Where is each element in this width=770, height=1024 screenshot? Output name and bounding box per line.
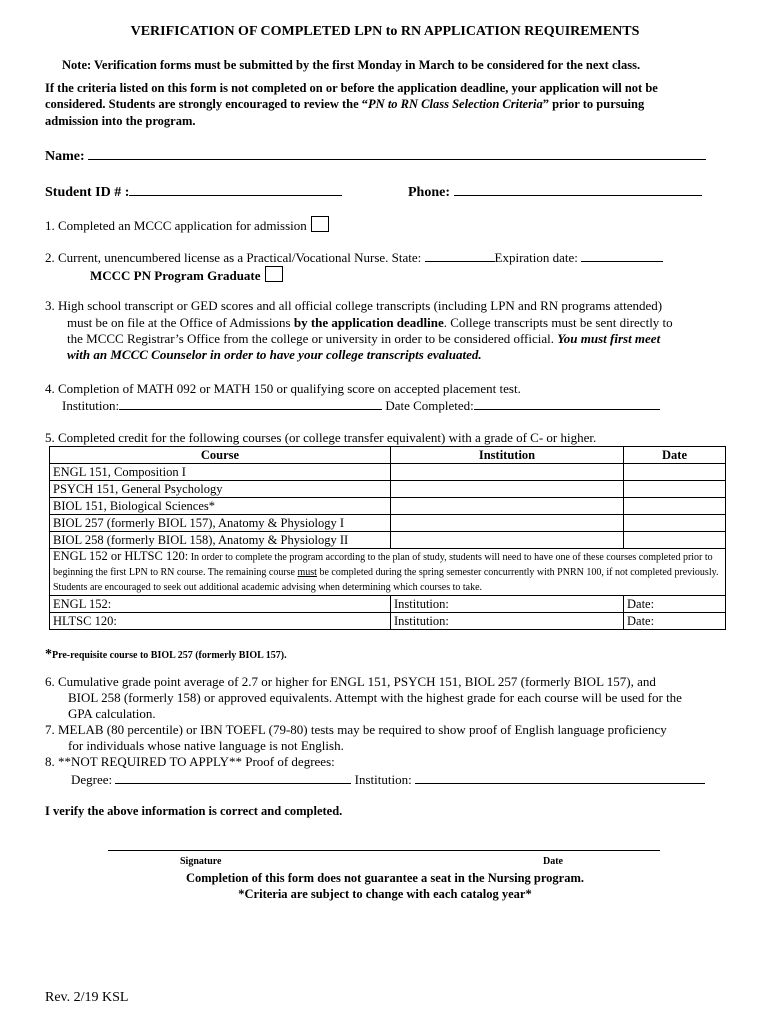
item-4-line-1: 4. Completion of MATH 092 or MATH 150 or qualifying score on accepted placement test. bbox=[45, 381, 521, 396]
student-id-label: Student ID # : bbox=[45, 185, 130, 200]
state-line[interactable] bbox=[425, 249, 495, 262]
date-cell[interactable]: Date: bbox=[624, 596, 726, 613]
course-header: Course bbox=[50, 447, 391, 464]
footer-catalog-note: *Criteria are subject to change with each catalog year* bbox=[238, 887, 532, 901]
item-3-deadline: by the application deadline bbox=[293, 315, 444, 330]
verify-statement: I verify the above information is correct and completed. bbox=[45, 804, 343, 818]
elective-note-must: must bbox=[297, 567, 317, 578]
course-cell: HLTSC 120: bbox=[50, 613, 391, 630]
elective-note-title: ENGL 152 or HLTSC 120: bbox=[53, 549, 189, 563]
math-date-line[interactable] bbox=[474, 397, 660, 410]
item-6-line-3: GPA calculation. bbox=[68, 706, 156, 721]
table-row bbox=[50, 515, 726, 532]
item-6-line-1: 6. Cumulative grade point average of 2.7 or higher for ENGL 151, PSYCH 151, BIOL 257 (formerly BIOL 157), and bbox=[45, 674, 656, 689]
criteria-line-3: admission into the program. bbox=[45, 114, 196, 128]
date-label: Date bbox=[543, 856, 563, 867]
application-checkbox[interactable] bbox=[311, 216, 329, 232]
pn-graduate-checkbox[interactable] bbox=[265, 266, 283, 282]
criteria-text-c: ” prior to pursuing bbox=[542, 97, 645, 111]
item-3-line-2 bbox=[67, 315, 673, 331]
date-header: Date bbox=[624, 447, 726, 464]
table-row bbox=[50, 596, 726, 613]
prereq-star: * bbox=[45, 647, 52, 662]
footer-disclaimer: Completion of this form does not guarantee a seat in the Nursing program. bbox=[185, 871, 585, 885]
math-institution-label: Institution: bbox=[62, 398, 120, 413]
page-title: VERIFICATION OF COMPLETED LPN to RN APPLICATION REQUIREMENTS bbox=[130, 24, 640, 39]
item-5: 5. Completed credit for the following courses (or college transfer equivalent) with a grade of C- or higher. bbox=[45, 430, 597, 445]
prereq-note bbox=[45, 647, 287, 663]
institution-cell[interactable] bbox=[391, 464, 624, 481]
elective-note-text-a: In order to complete the program according to the plan of study, students will need to have one of these courses completed prior to beginning the first LPN to RN course. The remaining course bbox=[53, 552, 713, 578]
degree-institution-line[interactable] bbox=[415, 771, 705, 784]
criteria-text-a: considered. Students are strongly encouraged to review the “ bbox=[45, 97, 369, 111]
table-row bbox=[50, 498, 726, 515]
math-institution-line[interactable] bbox=[119, 397, 382, 410]
course-cell: BIOL 257 (formerly BIOL 157), Anatomy & Physiology I bbox=[50, 515, 391, 532]
course-cell: ENGL 151, Composition I bbox=[50, 464, 391, 481]
item-3-text-a: must be on file at the Office of Admissions bbox=[67, 315, 294, 330]
elective-note-text-b: be completed during the spring semester concurrently with PNRN 100, if not completed previously. Students are encouraged to seek out additional academic advising when determining which courses to take. bbox=[53, 567, 719, 593]
table-row bbox=[50, 464, 726, 481]
date-cell[interactable] bbox=[624, 515, 726, 532]
institution-cell[interactable]: Institution: bbox=[391, 613, 624, 630]
signature-label: Signature bbox=[180, 856, 222, 867]
pn-graduate-label: MCCC PN Program Graduate bbox=[90, 268, 261, 283]
submission-note: Note: Verification forms must be submitted by the first Monday in March to be considered for the next class. bbox=[62, 58, 641, 72]
criteria-line-2 bbox=[45, 97, 644, 112]
criteria-doc-title: PN to RN Class Selection Criteria bbox=[368, 97, 543, 111]
phone-label: Phone: bbox=[408, 185, 450, 200]
degree-line[interactable] bbox=[115, 771, 351, 784]
item-1 bbox=[45, 216, 329, 234]
prereq-text: Pre-requisite course to BIOL 257 (formerly BIOL 157). bbox=[52, 650, 287, 661]
item-7-line-1: 7. MELAB (80 percentile) or IBN TOEFL (79-80) tests may be required to show proof of English language proficiency bbox=[45, 722, 667, 737]
course-cell: PSYCH 151, General Psychology bbox=[50, 481, 391, 498]
date-cell[interactable] bbox=[624, 464, 726, 481]
item-8-line-2 bbox=[71, 771, 705, 788]
institution-cell[interactable] bbox=[391, 481, 624, 498]
institution-cell[interactable]: Institution: bbox=[391, 596, 624, 613]
table-row bbox=[50, 481, 726, 498]
item-2 bbox=[45, 249, 663, 266]
phone-line[interactable] bbox=[454, 183, 702, 196]
table-row bbox=[50, 613, 726, 630]
expiration-label: Expiration date: bbox=[494, 250, 582, 265]
item-7-line-2: for individuals whose native language is not English. bbox=[68, 738, 344, 753]
student-id-line[interactable] bbox=[129, 183, 342, 196]
table-header-row bbox=[50, 447, 726, 464]
date-cell[interactable]: Date: bbox=[624, 613, 726, 630]
institution-cell[interactable] bbox=[391, 515, 624, 532]
signature-line[interactable] bbox=[108, 850, 660, 851]
item-3-line-4: with an MCCC Counselor in order to have your college transcripts evaluated. bbox=[67, 347, 482, 362]
item-2-text: 2. Current, unencumbered license as a Practical/Vocational Nurse. State: bbox=[45, 250, 425, 265]
institution-header: Institution bbox=[391, 447, 624, 464]
item-3-line-1: 3. High school transcript or GED scores and all official college transcripts (including LPN and RN programs attended) bbox=[45, 298, 663, 313]
item-1-text: 1. Completed an MCCC application for admission bbox=[45, 218, 307, 233]
course-table bbox=[49, 446, 726, 630]
elective-note bbox=[50, 549, 726, 596]
pn-graduate bbox=[90, 266, 283, 284]
item-8-line-1: 8. **NOT REQUIRED TO APPLY** Proof of degrees: bbox=[45, 754, 335, 769]
date-cell[interactable] bbox=[624, 498, 726, 515]
phone-field[interactable] bbox=[408, 183, 702, 201]
date-cell[interactable] bbox=[624, 481, 726, 498]
institution-cell[interactable] bbox=[391, 498, 624, 515]
table-row bbox=[50, 532, 726, 549]
course-cell: BIOL 258 (formerly BIOL 158), Anatomy & Physiology II bbox=[50, 532, 391, 549]
item-3-line-3 bbox=[67, 331, 660, 347]
degree-institution-label: Institution: bbox=[351, 772, 415, 787]
criteria-line-1: If the criteria listed on this form is not completed on or before the application deadline, your application will not be bbox=[45, 81, 658, 95]
course-cell: ENGL 152: bbox=[50, 596, 391, 613]
institution-cell[interactable] bbox=[391, 532, 624, 549]
revision-label: Rev. 2/19 KSL bbox=[45, 990, 129, 1005]
name-label: Name: bbox=[45, 149, 85, 164]
name-line[interactable] bbox=[88, 147, 706, 160]
item-3-counselor-a: You must first meet bbox=[557, 331, 661, 346]
table-note-row bbox=[50, 549, 726, 596]
course-cell: BIOL 151, Biological Sciences* bbox=[50, 498, 391, 515]
item-6-line-2: BIOL 258 (formerly 158) or approved equivalents. Attempt with the highest grade for each course will be used for the bbox=[68, 690, 682, 705]
item-3-text-c: . College transcripts must be sent directly to bbox=[443, 315, 673, 330]
name-field[interactable] bbox=[45, 147, 706, 165]
math-date-label: Date Completed: bbox=[382, 398, 474, 413]
item-4-line-2 bbox=[62, 397, 660, 414]
degree-label: Degree: bbox=[71, 772, 116, 787]
expiration-line[interactable] bbox=[581, 249, 663, 262]
student-id-field[interactable] bbox=[45, 183, 342, 201]
item-3-text-d: the MCCC Registrar’s Office from the college or university in order to be considered official. bbox=[67, 331, 558, 346]
date-cell[interactable] bbox=[624, 532, 726, 549]
